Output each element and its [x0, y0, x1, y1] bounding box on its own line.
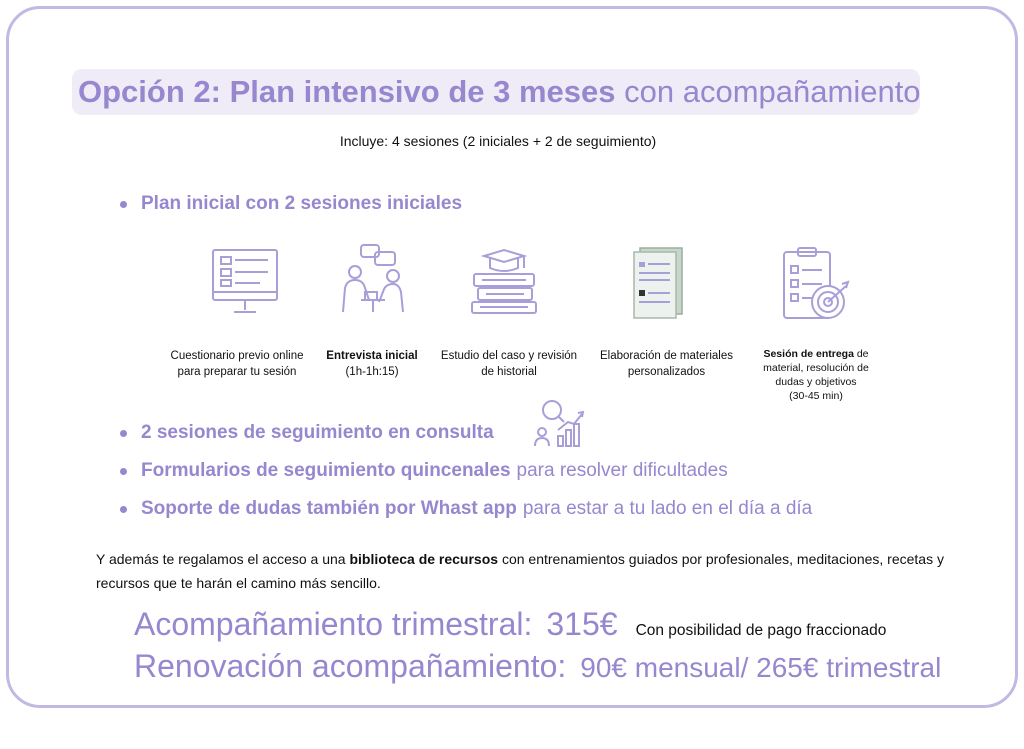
quarterly-value: 315€	[546, 606, 618, 642]
bullet-dot	[120, 430, 127, 437]
interview-icon	[337, 242, 409, 316]
quarterly-price	[134, 606, 886, 643]
step-caption-case-study: Estudio del caso y revisión de historial	[440, 350, 578, 378]
bullet-bold: Formularios de seguimiento quincenales	[141, 460, 511, 481]
renewal-label: Renovación acompañamiento:	[134, 648, 567, 684]
bullet-bold: Plan inicial con 2 sesiones iniciales	[141, 193, 463, 214]
bullet-dot	[120, 468, 127, 475]
installments-note: Con posibilidad de pago fraccionado	[635, 622, 887, 639]
step-caption-delivery: Sesión de entrega de material, resolución de dudas y objetivos (30-45 min)	[763, 348, 869, 402]
analytics-search-icon	[532, 398, 586, 448]
quarterly-label: Acompañamiento trimestral:	[134, 606, 533, 642]
step-caption-interview: Entrevista inicial (1h-1h:15)	[326, 350, 418, 378]
page-title	[72, 69, 920, 115]
title-rest: con acompañamiento	[624, 74, 921, 109]
title-bold: Opción 2: Plan intensivo de 3 meses	[78, 74, 616, 109]
renewal-value: 90€ mensual/ 265€ trimestral	[580, 652, 942, 683]
bullet-dot	[120, 201, 127, 208]
online-form-icon	[210, 246, 280, 318]
includes-text: Incluye: 4 sesiones (2 iniciales + 2 de seguimiento)	[339, 133, 657, 149]
books-icon	[468, 246, 540, 316]
bullet-rest: para estar a tu lado en el día a día	[522, 498, 813, 519]
bullet-dot	[120, 506, 127, 513]
checklist-target-icon	[780, 246, 852, 324]
bullet-followup-sessions	[120, 422, 494, 444]
renewal-price	[134, 648, 941, 685]
resources-library-highlight: biblioteca de recursos	[349, 551, 499, 567]
resources-paragraph: Y además te regalamos el acceso a una biblioteca de recursos con entrenamientos guiados por profesionales, meditaciones, recetas y recursos que te harán el camino más sencillo.	[96, 551, 944, 591]
documents-icon	[630, 246, 686, 320]
step-caption-questionnaire: Cuestionario previo online para preparar tu sesión	[170, 350, 304, 378]
step-caption-materials: Elaboración de materiales personalizados	[600, 350, 733, 378]
bullet-biweekly-forms	[120, 460, 728, 482]
bullet-rest: para resolver dificultades	[516, 460, 728, 481]
bullet-whatsapp-support	[120, 498, 812, 520]
bullet-bold: Soporte de dudas también por Whast app	[141, 498, 517, 519]
bullet-initial-plan	[120, 193, 462, 215]
bullet-bold: 2 sesiones de seguimiento en consulta	[141, 422, 494, 443]
